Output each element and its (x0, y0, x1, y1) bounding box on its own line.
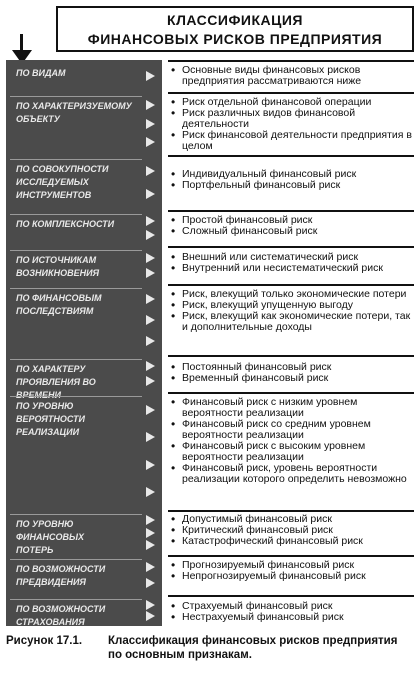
risk-types-box (168, 284, 414, 355)
risk-type-item: • Финансовый риск, уровень вероятности реализации которого определить невозможно (168, 463, 414, 485)
risk-type-item: • Основные виды финансовых рисков предприятия рассматриваются ниже (168, 65, 414, 87)
criterion-label (10, 288, 142, 353)
criterion-label-line: ВОЗНИКНОВЕНИЯ (16, 268, 100, 278)
criterion-label-line: ПО СОВОКУПНОСТИ (16, 164, 109, 174)
criterion-label (10, 159, 142, 208)
criterion-label-line: ИНСТРУМЕНТОВ (16, 190, 92, 200)
criterion-label (10, 599, 142, 627)
risk-type-item: • Риск отдельной финансовой операции (168, 97, 414, 108)
title-line-2: ФИНАНСОВЫХ РИСКОВ ПРЕДПРИЯТИЯ (87, 31, 383, 47)
risk-types-box (168, 155, 414, 210)
connector-arrow-icon (146, 166, 160, 176)
risk-type-item: • Портфельный финансовый риск (168, 180, 414, 191)
connector-arrow-icon (146, 528, 160, 538)
triangle-arrow-icon (146, 376, 155, 386)
connector-arrow-icon (146, 216, 160, 226)
risk-type-item: • Сложный финансовый риск (168, 226, 414, 237)
risk-type-item: • Непрогнозируемый финансовый риск (168, 571, 414, 582)
risk-type-item: • Нестрахуемый финансовый риск (168, 612, 414, 623)
criterion-label (10, 396, 142, 508)
criterion-label-line: ВЕРОЯТНОСТИ (16, 414, 85, 424)
criterion-label-line: ОБЪЕКТУ (16, 114, 60, 124)
criterion-label-line: ПО ФИНАНСОВЫМ (16, 293, 102, 303)
criterion-label-line: ПОСЛЕДСТВИЯМ (16, 306, 94, 316)
connector-arrow-icon (146, 189, 160, 199)
figure-caption (6, 634, 414, 662)
triangle-arrow-icon (146, 230, 155, 240)
criterion-label-line: РЕАЛИЗАЦИИ (16, 427, 80, 437)
criterion-label (10, 250, 142, 282)
criterion-label-line: ИССЛЕДУЕМЫХ (16, 177, 89, 187)
risk-types-box (168, 92, 414, 155)
triangle-arrow-icon (146, 119, 155, 129)
connector-arrow-icon (146, 315, 160, 325)
risk-type-item: • Риск, влекущий упущенную выгоду (168, 300, 414, 311)
criterion-label (10, 359, 142, 400)
title-line-1: КЛАССИФИКАЦИЯ (167, 12, 303, 28)
criterion-label-line: ПРОЯВЛЕНИЯ ВО ВРЕМЕНИ (16, 377, 96, 400)
criterion-label (10, 214, 142, 244)
triangle-arrow-icon (146, 611, 155, 621)
risk-types-box (168, 210, 414, 246)
risk-type-item: • Финансовый риск со средним уровнем вероятности реализации (168, 419, 414, 441)
connector-arrow-icon (146, 405, 160, 415)
risk-type-item: • Постоянный финансовый риск (168, 362, 414, 373)
triangle-arrow-icon (146, 432, 155, 442)
connector-arrow-icon (146, 611, 160, 621)
connector-arrow-icon (146, 432, 160, 442)
triangle-arrow-icon (146, 528, 155, 538)
triangle-arrow-icon (146, 405, 155, 415)
triangle-arrow-icon (146, 189, 155, 199)
connector-arrow-icon (146, 540, 160, 550)
criterion-label-line: ПО УРОВНЮ ФИНАНСОВЫХ (16, 519, 85, 542)
risk-type-item: • Простой финансовый риск (168, 215, 414, 226)
connector-arrow-icon (146, 294, 160, 304)
criterion-label-line: ПО ВИДАМ (16, 68, 66, 78)
criterion-label-line: ПО ВОЗМОЖНОСТИ (16, 564, 106, 574)
connector-arrow-icon (146, 361, 160, 371)
connector-arrow-icon (146, 515, 160, 525)
triangle-arrow-icon (146, 100, 155, 110)
connector-arrow-icon (146, 268, 160, 278)
criterion-label-line: ПО ХАРАКТЕРИЗУЕМОМУ (16, 101, 132, 111)
criterion-label-line: ПО ХАРАКТЕРУ (16, 364, 86, 374)
risk-types-box (168, 355, 414, 392)
criterion-label-line: ПРЕДВИДЕНИЯ (16, 577, 86, 587)
connector-arrow-icon (146, 100, 160, 110)
risk-type-item: • Временный финансовый риск (168, 373, 414, 384)
risk-type-item: • Внутренний или несистематический риск (168, 263, 414, 274)
risk-types-box (168, 246, 414, 284)
criterion-label-line: ПО ИСТОЧНИКАМ (16, 255, 97, 265)
risk-type-item: • Финансовый риск с низким уровнем вероятности реализации (168, 397, 414, 419)
risk-type-item: • Риск финансовой деятельности предприятия в целом (168, 130, 414, 152)
criterion-label (10, 559, 142, 593)
triangle-arrow-icon (146, 578, 155, 588)
triangle-arrow-icon (146, 600, 155, 610)
risk-types-box (168, 595, 414, 626)
connector-arrow-icon (146, 600, 160, 610)
criterion-label-line: ПО ВОЗМОЖНОСТИ (16, 604, 106, 614)
risk-types-box (168, 555, 414, 595)
connector-arrow-icon (146, 137, 160, 147)
triangle-arrow-icon (146, 515, 155, 525)
risk-type-item: • Внешний или систематический риск (168, 252, 414, 263)
criterion-label-line: СТРАХОВАНИЯ (16, 617, 85, 627)
triangle-arrow-icon (146, 562, 155, 572)
risk-type-item: • Риск, влекущий только экономические потери (168, 289, 414, 300)
risk-type-item: • Катастрофический финансовый риск (168, 536, 414, 547)
connector-arrow-icon (146, 487, 160, 497)
triangle-arrow-icon (146, 71, 155, 81)
criterion-label (10, 64, 142, 90)
risk-type-item: • Риск различных видов финансовой деятельности (168, 108, 414, 130)
diagram-title-box (56, 6, 414, 52)
triangle-arrow-icon (146, 361, 155, 371)
criterion-label-line: ПОТЕРЬ (16, 545, 54, 555)
connector-arrow-icon (146, 336, 160, 346)
criterion-label (10, 96, 142, 153)
risk-type-item: • Прогнозируемый финансовый риск (168, 560, 414, 571)
criterion-label-line: ПО УРОВНЮ (16, 401, 74, 411)
triangle-arrow-icon (146, 253, 155, 263)
risk-type-item: • Риск, влекущий как экономические потери, так и дополнительные доходы (168, 311, 414, 333)
triangle-arrow-icon (146, 216, 155, 226)
risk-type-item: • Критический финансовый риск (168, 525, 414, 536)
caption-number: Рисунок 17.1. (6, 635, 83, 647)
risk-types-box (168, 510, 414, 555)
connector-arrow-icon (146, 376, 160, 386)
connector-arrow-icon (146, 578, 160, 588)
triangle-arrow-icon (146, 540, 155, 550)
triangle-arrow-icon (146, 315, 155, 325)
risk-type-item: • Индивидуальный финансовый риск (168, 169, 414, 180)
connector-arrow-icon (146, 460, 160, 470)
triangle-arrow-icon (146, 166, 155, 176)
risk-type-item: • Финансовый риск с высоким уровнем вероятности реализации (168, 441, 414, 463)
risk-types-box (168, 392, 414, 510)
triangle-arrow-icon (146, 268, 155, 278)
connector-arrow-icon (146, 119, 160, 129)
connector-arrow-icon (146, 562, 160, 572)
connector-arrow-icon (146, 253, 160, 263)
triangle-arrow-icon (146, 487, 155, 497)
triangle-arrow-icon (146, 336, 155, 346)
criterion-label (10, 514, 142, 553)
triangle-arrow-icon (146, 137, 155, 147)
connector-arrow-icon (146, 230, 160, 240)
risk-types-box (168, 60, 414, 92)
triangle-arrow-icon (146, 460, 155, 470)
triangle-arrow-icon (146, 294, 155, 304)
connector-arrow-icon (146, 71, 160, 81)
caption-text: Классификация финансовых рисков предприятия по основным признакам. (108, 635, 398, 661)
risk-type-item: • Страхуемый финансовый риск (168, 601, 414, 612)
criterion-label-line: ПО КОМПЛЕКСНОСТИ (16, 219, 115, 229)
risk-type-item: • Допустимый финансовый риск (168, 514, 414, 525)
